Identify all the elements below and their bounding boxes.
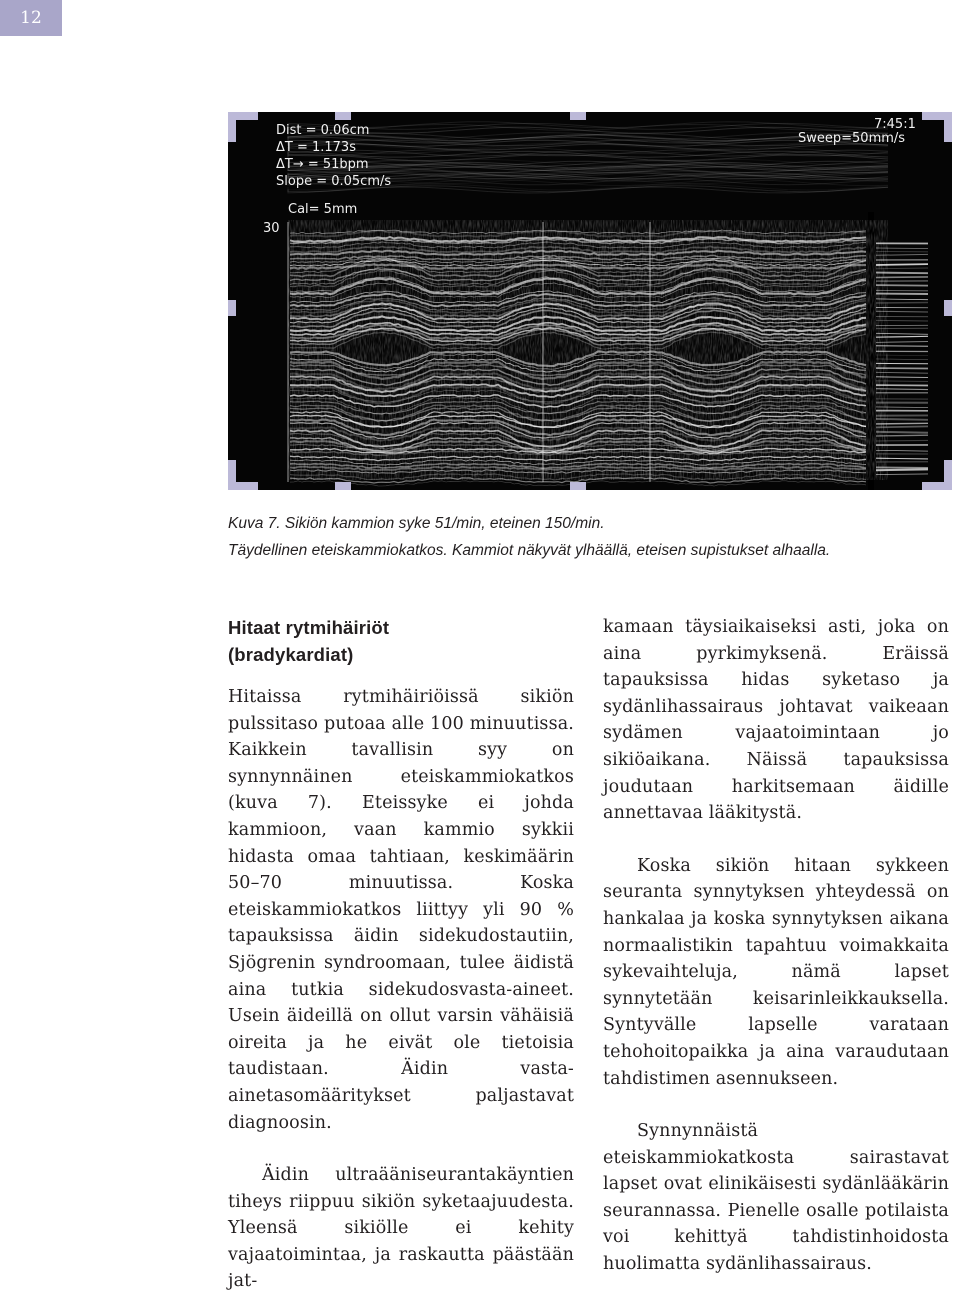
paragraph: kamaan täysiaikaiseksi asti, joka on aina pyrkimyksenä. Eräissä tapauksissa hidas syketaso ja sydänlihassairaus johtavat vaikeaan sydämen vajaatoimintaan jo sikiöaikana. Näissä tapauksissa joudutaan harkitsemaan äidille annettavaa lääkitystä. <box>603 614 949 827</box>
frame-mark <box>228 460 236 490</box>
heading-line-1: Hitaat rytmihäiriöt <box>228 617 389 638</box>
frame-mark <box>228 112 236 142</box>
frame-mark <box>228 300 236 316</box>
heading-line-2: (bradykardiat) <box>228 644 353 665</box>
overlay-delta-t: ΔT = 1.173s <box>276 140 356 155</box>
ultrasound-m-mode-image <box>228 112 952 490</box>
overlay-time: 7:45:1 <box>874 117 916 132</box>
frame-mark <box>944 460 952 490</box>
frame-mark <box>335 482 351 490</box>
overlay-dist: Dist = 0.06cm <box>276 123 369 138</box>
caption-line-2: Täydellinen eteiskammiokatkos. Kammiot näkyvät ylhäällä, eteisen supistukset alhaalla. <box>228 537 948 564</box>
paragraph: Synnynnäistä eteiskammiokatkosta sairastavat lapset ovat elinikäisesti sydänlääkärin seurannassa. Pienelle osalle potilaista voi kehittyä tahdistinhoidosta huolimatta sydänlihassairaus. <box>603 1118 949 1278</box>
frame-mark <box>570 482 586 490</box>
paragraph: Äidin ultraääniseurantakäyntien tiheys riippuu sikiön syketaajuudesta. Yleensä sikiölle ei kehity vajaatoimintaa, ja raskautta päästään jat- <box>228 1162 574 1295</box>
overlay-heart-rate: ΔT→ = 51bpm <box>276 157 369 172</box>
frame-mark <box>335 112 351 120</box>
page-number: 12 <box>0 0 62 36</box>
figure-caption <box>228 510 948 564</box>
paragraph: Hitaissa rytmihäiriöissä sikiön pulssitaso putoaa alle 100 minuutissa. Kaikkein tavallisin syy on synnynnäinen eteiskammiokatkos (kuva 7). Eteissyke ei johda kammioon, vaan kammio sykkii hidasta omaa tahtiaan, keskimäärin 50–70 minuutissa. Koska eteiskammiokatkos liittyy yli 90 % tapauksissa äidin sidekudostautiin, Sjögrenin syndroomaan, tulee äidistä aina tutkia sidekudosvasta-aineet. Usein äideillä on ollut varsin vähäisiä oireita ja he eivät ole tietoisia taudistaan. Äidin vasta-ainetasomääritykset paljastavat diagnoosin. <box>228 684 574 1136</box>
frame-mark <box>944 300 952 316</box>
left-column <box>228 614 574 1295</box>
ultrasound-trace <box>228 112 952 490</box>
overlay-sweep: Sweep=50mm/s <box>798 131 905 146</box>
right-column <box>603 614 949 1278</box>
overlay-depth-mark: 30 <box>263 221 280 236</box>
overlay-calibration: Cal= 5mm <box>288 202 357 217</box>
frame-mark <box>570 112 586 120</box>
caption-line-1: Kuva 7. Sikiön kammion syke 51/min, eteinen 150/min. <box>228 510 948 537</box>
overlay-slope: Slope = 0.05cm/s <box>276 174 391 189</box>
frame-mark <box>944 112 952 142</box>
section-heading <box>228 614 574 668</box>
paragraph: Koska sikiön hitaan sykkeen seuranta synnytyksen yhteydessä on hankalaa ja koska synnytyksen aikana normaalistikin tapahtuu voimakkaita sykevaihteluja, nämä lapset synnytetään keisarinleikkauksella. Syntyvälle lapselle varataan tehohoitopaikka ja aina varaudutaan tahdistimen asennukseen. <box>603 853 949 1092</box>
